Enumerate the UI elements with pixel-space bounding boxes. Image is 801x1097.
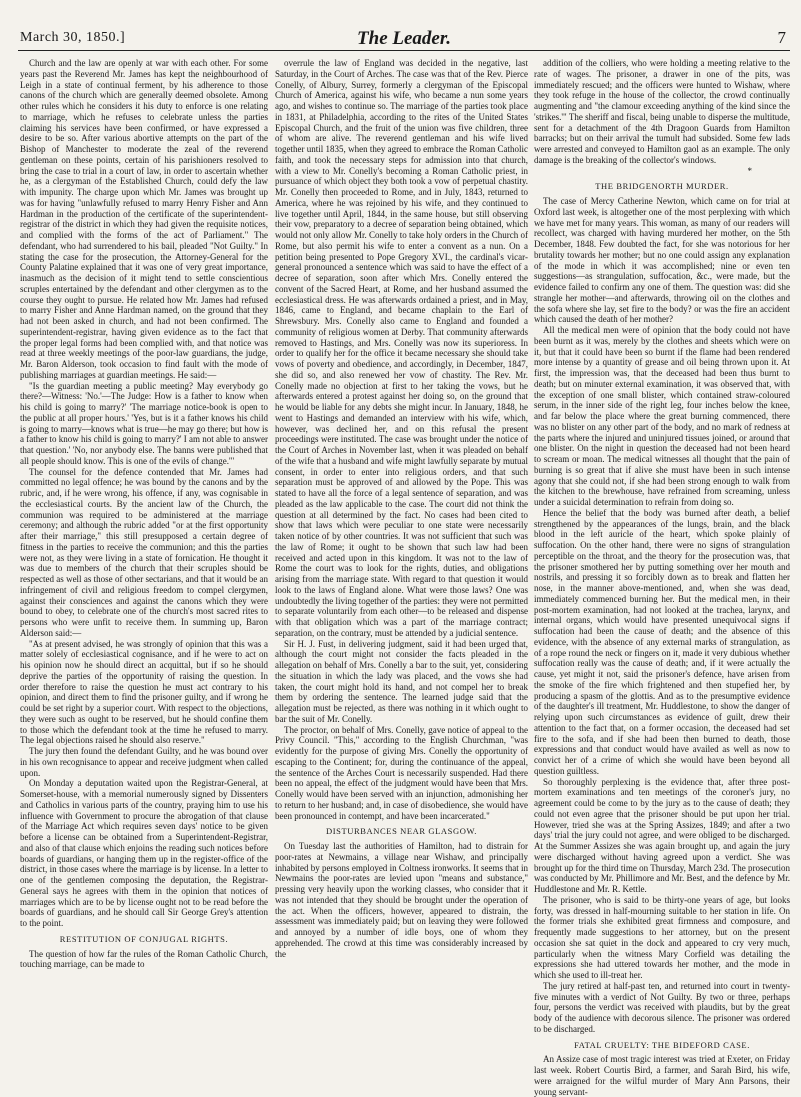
paragraph: The counsel for the defence contended that Mr. James had committed no legal offence; he was bound by the canons and by the rubric, and, if he were wrong, his offence, if any, was cognisable in the ecclesiastical courts. By the ancient law of the Church, the communion was required to be administered at the marriage ceremony; and although the rubric added "or at the first opportunity after their marriage," this still presupposed a certain degree of fitness in the parties to receive the communion; and this the parties were not, as they were living in a state of fornication. He thought it was due to members of the church that their scruples should be respected as well as those of other sectarians, and that it would be an infringement of civil and religious freedom to compel clergymen, against their consciences and against the canons which they were bound to obey, to celebrate one of the church's most sacred rites to persons who were unfit to receive them. In summing up, Baron Alderson said:— (20, 466, 268, 638)
paragraph: "Is the guardian meeting a public meeting? May everybody go there?—Witness: 'No.'—The Judge: How is a father to know when his child is going to marry?' 'The marriage notice-book is open to the public at all proper hours.' 'Yes, but is it a father knows his child is going to marry—knows what is true—he may go there; but how is a father to know his child is going to marry?' I am not able to answer that question.' 'No, nor anybody else. The banns were published that all people should know. This is one of the evils of change.'" (20, 380, 268, 466)
signature-mark: * (747, 165, 752, 176)
section-heading: FATAL CRUELTY: THE BIDEFORD CASE. (574, 1039, 750, 1050)
paragraph: On Monday a deputation waited upon the Registrar-General, at Somerset-house, with a memorial numerously signed by Dissenters and Catholics in various parts of the country, praying him to use his influence with Government to procure the abrogation of that clause of the Marriage Act which requires seven days' notice to be given before a license can be obtained from a Superintendent-Registrar, and also of that clause which enjoins the reading such notices before boards of guardians, or hanging them up in the register-office of the district, in those cases where the marriage is by license. In a letter to one of the gentlemen composing the deputation, the Registrar-General says he agrees with them in the opinion that notices of marriages which are to be by license ought not to be read before the boards of guardians, and he should call Sir George Grey's attention to the point. (20, 778, 268, 928)
paragraph: Sir H. J. Fust, in delivering judgment, said it had been urged that, although the court might not consider the facts pleaded in the allegation on behalf of Mrs. Conelly a bar to the suit, yet, considering the situation in which the lady was placed, and the vows she had taken, the court might hold its hand, and not compel her to break them by ordering the sentence. The learned judge said that the allegation must be rejected, as there was nothing in it which ought to bar the suit of Mr. Conelly. (275, 638, 528, 724)
page-number: 7 (777, 28, 786, 47)
paragraph: Church and the law are openly at war with each other. For some years past the Reverend Mr. James has kept the neighbourhood of Leigh in a state of continual ferment, by his adherence to those canons of the church which are generally deemed obsolete. Among other rules which he considers it his duty to enforce is one relating to marriage, which he refuses to celebrate unless the parties claiming his services have been confirmed, or have expressed a desire to be so. After various abortive attempts on the part of the Bishop of Manchester to moderate the zeal of the reverend gentleman on these points, certain of his parishioners resolved to bring the case to trial in a court of law, in order to ascertain whether he, as a clergyman of the Established Church, could defy the law with impunity. The charge upon which Mr. James was brought up was for having "unlawfully refused to marry Henry Fisher and Ann Hardman in the production of the certificate of the superintendent-registrar of the district in which they had given the requisite notices, and complied with the forms of the act of Parliament." The defendant, who had surrendered to his bail, pleaded "Not Guilty." In stating the case for the prosecution, the Attorney-General for the County Palatine explained that it was one of very great importance, inasmuch as the decision of it might tend to settle conscientious scruples entertained by the defendant and other clergymen as to the course they ought to pursue. He related how Mr. James had refused to marry Fisher and Anne Hardman named, on the ground that they had not been asked in church, and had not been confirmed. The superintendent-registrar, having given evidence as to the fact that the proper legal forms had been complied with, and that notice was read at three weekly meetings of the poor-law guardians, the judge, Mr. Baron Alderson, took occasion to find fault with the mode of publishing marriages at guardian meetings. He said:— (20, 58, 268, 380)
paragraph: addition of the colliers, who were holding a meeting relative to the rate of wages. The prisoner, a drawer in one of the pits, was immediately rescued; and the officers were hunted to Wishaw, where they took refuge in the house of the collector, the crowd continually augmenting and "the clamour exceeding anything of the kind since the 'strikes.'" The sheriff and fiscal, being unable to disperse the multitude, sent for a detachment of the 4th Dragoon Guards from Hamilton barracks; but on their arrival the tumult had subsided. Some few lads were arrested and conveyed to Hamilton gaol as an example. The only damage is the breaking of the collector's windows. (534, 58, 790, 165)
paragraph: All the medical men were of opinion that the body could not have been burnt as it was, merely by the clothes and sheets which were on it, but that it could have been so burnt if the flame had been rendered more intense by a quantity of grease and oil being thrown upon it. At first, the impression was, that the deceased had been thus burnt to death; but on minuter external examination, it was observed that, with the exception of one small blister, which contained straw-coloured serum, in the inner side of the right leg, four inches below the knee, and far below the place where the great burning commenced, there was no blister on any other part of the body, and no mark of redness at the parts where the injured and uninjured tissues joined, or around that one blister. On the night in question the deceased had not been heard to scream or moan. The medical witnesses all thought that the pain of burning is so great that if alive she must have been in such intense agony that she could not, if she had been strong enough to walk from the kitchen to the brewhouse, have refrained from screaming, unless under a suicidal determination to refrain from doing so. (534, 325, 790, 507)
newspaper-title: The Leader. (357, 28, 451, 49)
section-heading: DISTURBANCES NEAR GLASGOW. (325, 826, 478, 837)
paragraph: The jury then found the defendant Guilty, and he was bound over in his own recognisance to appear and receive judgment when called upon. (20, 746, 268, 778)
paragraph: The question of how far the rules of the Roman Catholic Church, touching marriage, can be made to (20, 948, 268, 970)
paragraph: Hence the belief that the body was burned after death, a belief strengthened by the appearances of the lungs, brain, and the black blood in the left auricle of the heart, which spoke plainly of suffocation. On the other hand, there were no signs of strangulation perceptible on the throat, and the theory for the prosecution was, that the prisoner smothered her by putting something over her mouth and nostrils, and pressing it so forcibly down as to break and flatten her nose, in the manner above-mentioned, and, when she was dead, immediately commenced burning her. But the medical men, in their post-mortem examination, had not looked at the trachea, larynx, and internal organs, which would have presented unequivocal signs if suffocation had been the cause of death; and the absence of this evidence, with the absence of any external marks of strangulation, as of a rope round the neck or fingers on it, made it very dubious whether suffocation really was the cause of death; and, if it were actually the cause, yet might it not, said the prisoner's defence, have arisen from the smoke of the fire which frightened and then stupefied her, by producing a spasm of the glottis. And as to the presumptive evidence of the daughter's ill treatment, Mr. Huddlestone, to show the danger of relying upon such circumstances as evidence of guilt, drew their attention to the fact that, on a former occasion, the deceased had set fire to the sofa, and if she had been then burned to death, those expressions and that conduct would have availed as well as now to convict her of a crime of which she would have been beyond all question guiltless. (534, 507, 790, 776)
section-heading: THE BRIDGENORTH MURDER. (595, 181, 729, 192)
paragraph: The case of Mercy Catherine Newton, which came on for trial at Oxford last week, is altogether one of the most perplexing with which we have met for many years. This woman, as many of our readers will recollect, was charged with having murdered her mother, on the 5th December, 1848. Few doubted the fact, for she was notorious for her brutality towards her mother; but no one could assign any explanation of the mode in which it was accomplished; nine or even ten suggestions—as strangulation, suffocation, &c., were made, but the evidence failed to confirm any one of them. The question was: did she strangle her mother—and afterwards, throwing oil on the clothes and the sofa where she lay, set fire to the body? or was the fire an accident which caused the death of her mother? (534, 196, 790, 325)
paragraph: overrule the law of England was decided in the negative, last Saturday, in the Court of Arches. The case was that of the Rev. Pierce Conelly, of Albury, Surrey, formerly a clergyman of the Episcopal Church of America, against his wife, who became a nun some years ago, and wishes to continue so. The marriage of the parties took place in 1831, at Philadelphia, according to the rites of the United States Episcopal Church, and the fruit of the union was five children, three of whom are alive. The reverend gentleman and his wife lived together until 1835, when they agreed to embrace the Roman Catholic faith, and took the necessary steps for admission into that church, with a view to Mr. Conelly's becoming a Roman Catholic priest, in pursuance of which object they both took a vow of perpetual chastity. Mr. Conelly then proceeded to Rome, and in July, 1843, returned to America, where he was rejoined by his wife, and they continued to live together until April, 1844, in the same house, but still observing their vow, preparatory to a decree of separation being obtained, which would not only allow Mr. Conelly to take holy orders in the Church of Rome, but also permit his wife to enter a convent as a nun. On a petition being presented to Pope Gregory XVI., the cardinal's vicar-general pronounced a sentence which was said to have the effect of a decree of separation, soon after which Mrs. Conelly entered the convent of the Sacred Heart, at Rome, and her husband assumed the ecclesiastical dress. He was afterwards ordained a priest, and in May, 1846, came to England, and became chaplain to the Earl of Shrewsbury. Mrs. Conelly also came to England and founded a community of religious women at Derby. That community afterwards removed to Hastings, and Mrs. Conelly was now its superioress. In order to qualify her for the office it became necessary she should take vows of poverty and obedience, and accordingly, in December, 1847, she did so, and also renewed her vow of chastity. The Rev. Mr. Conelly made no objection at first to her taking the vows, but he afterwards entered a protest against her doing so, on the ground that he would be liable for any debts she might incur. In January, 1848, he went to Hastings and demanded an interview with his wife, which, however, was declined her, and on this refusal the present proceedings were instituted. The case was brought under the notice of the Court of Arches in November last, when it was pleaded on behalf of the wife that a husband and wife might lawfully separate by mutual consent, in order to enter into religious orders, and that such separation must be approved of and allowed by the Pope. This was stated to have all the force of a legal sentence of separation, and was pleaded as the law applicable to the case. The court did not think the question at all determined by the fact. No cases had been cited to show that laws which were peculiar to one state were necessarily taken notice of by other countries. It was not sufficient that such was the law of Rome; it ought to be shown that such law had been received and acted upon in this kingdom. It was not to the law of Rome the court was to look for the rights, duties, and obligations arising from the marriage state. With regard to that question it would look to the laws of England alone. What were those laws? One was undoubtedly the living together of the parties: they were not permitted to separate voluntarily from each other—to be released and dispense with that obligation which was a part of the marriage contract; separation, on the contrary, must be attended by a judicial sentence. (275, 58, 528, 638)
masthead (18, 28, 790, 51)
paragraph: "As at present advised, he was strongly of opinion that this was a matter solely of ecclesiastical cognisance, and if he were to act on his opinion now he should direct an acquittal, but if so he should deprive the parties of the opportunity of raising the question. In order therefore to raise the question he must act contrary to his opinion, and direct them to find the prisoner guilty, and if wrong he could be set right by a superior court. With respect to the objections, they were such as ought to be reserved, but he should confine them to those which the defendant took at the time he refused to marry. The legal objections raised he should also reserve." (20, 638, 268, 746)
paragraph: The prisoner, who is said to be thirty-one years of age, but looks forty, was dressed in half-mourning suitable to her station in life. On the former trials she exhibited great firmness and composure, and frequently made suggestions to her attorney, but on the present occasion she sat quiet in the dock and appeared to cry very much, particularly when the witness Mary Corfield was detailing the expressions she had uttered towards her mother, and the mode in which she used to ill-treat her. (534, 894, 790, 980)
paragraph: The proctor, on behalf of Mrs. Conelly, gave notice of appeal to the Privy Council. "This," according to the English Churchman, "was evidently for the purpose of giving Mrs. Conelly the opportunity of escaping to the Continent; for, during the continuance of the appeal, the sentence of the Arches Court is necessarily suspended. Had there been no appeal, the effect of the judgment would have been that Mrs. Conelly would have been served with an injunction, admonishing her to return to her husband; and, in case of disobedience, she would have been pronounced in contempt, and have been incarcerated." (275, 724, 528, 821)
section-heading: RESTITUTION OF CONJUGAL RIGHTS. (59, 933, 229, 944)
paragraph: So thoroughly perplexing is the evidence that, after three post-mortem examinations and ten meetings of the coroner's jury, no agreement could be come to by the jury as to the cause of death; they could not even agree that the prisoner should be put upon her trial. However, tried she was at the Spring Assizes, 1849; and after a two days' trial the jury could not agree, and were obliged to be discharged. At the Summer Assizes she was again brought up, and again the jury were discharged without having agreed upon a verdict. She was brought up for the third time on Thursday, March 23d. The prosecution was conducted by Mr. Phillimore and Mr. Best, and the defence by Mr. Huddlestone and Mr. R. Kettle. (534, 776, 790, 894)
issue-date: March 30, 1850.] (20, 30, 126, 45)
column-2 (275, 58, 528, 1043)
column-3 (534, 58, 790, 1097)
paragraph: The jury retired at half-past ten, and returned into court in twenty-five minutes with a verdict of Not Guilty. By two or three, perhaps four, persons the verdict was received with plaudits, but by the great body of the audience with decorous silence. The prisoner was ordered to be discharged. (534, 980, 790, 1034)
paragraph: On Tuesday last the authorities of Hamilton, had to distrain for poor-rates at Newmains, a village near Wishaw, and principally inhabited by persons employed in Coltness ironworks. It seems that in Newmains the poor-rates are levied upon "means and substance," pressing very heavily upon the working classes, who consider that it was not intended that they should be brought under the operation of the act. When the officers, however, appeared to distrain, the assessment was immediately paid; but on leaving they were followed and annoyed by a number of idle boys, one of whom they apprehended. The crowd at this time was considerably increased by the (275, 841, 528, 959)
paragraph: An Assize case of most tragic interest was tried at Exeter, on Friday last week. Robert Courtis Bird, a farmer, and Sarah Bird, his wife, were arraigned for the wilful murder of Mary Ann Parsons, their young servant- (534, 1054, 790, 1097)
column-1 (20, 58, 268, 1043)
